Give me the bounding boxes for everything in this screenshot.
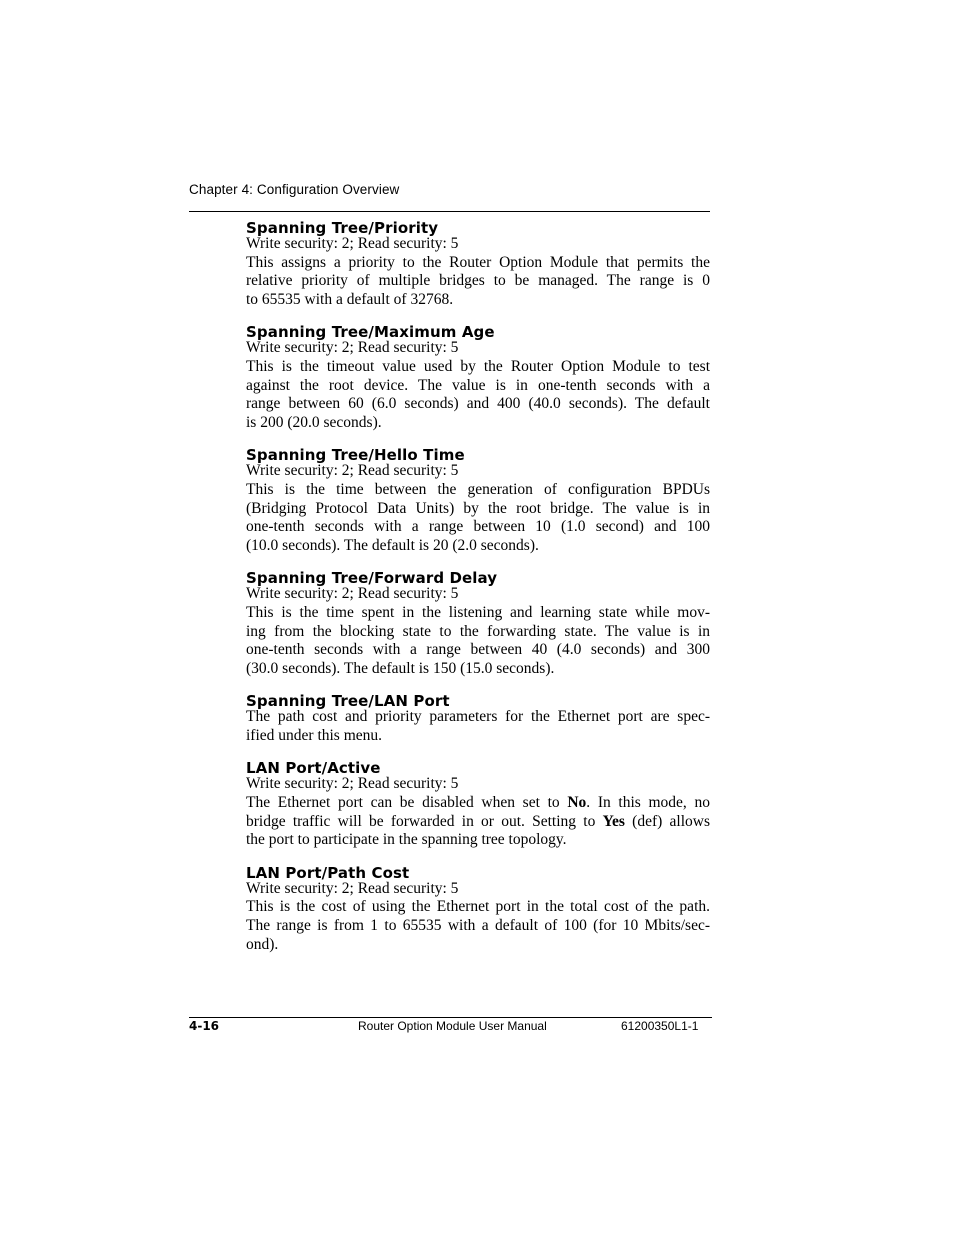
section-description	[246, 254, 710, 310]
description-line: This is the time spent in the listening and learning state while mov-	[246, 603, 710, 621]
text-run: . In this mode, no	[586, 794, 710, 812]
description-line: is 200 (20.0 seconds).	[246, 413, 382, 431]
description-line: ing from the blocking state to the forwarding state. The value is in	[246, 622, 710, 640]
document-number: 61200350L1-1	[621, 1019, 699, 1033]
description-line: (10.0 seconds). The default is 20 (2.0 seconds).	[246, 536, 539, 554]
section-description	[246, 604, 710, 678]
section-description	[246, 794, 710, 850]
running-header: Chapter 4: Configuration Overview	[189, 182, 400, 197]
description-line	[246, 813, 710, 832]
description-line: to 65535 with a default of 32768.	[246, 290, 454, 308]
security-levels: Write security: 2; Read security: 5	[246, 879, 459, 897]
section-title: Spanning Tree/Priority	[246, 219, 439, 237]
section-title: Spanning Tree/Hello Time	[246, 446, 465, 465]
description-line: (30.0 seconds). The default is 150 (15.0 seconds).	[246, 659, 555, 677]
description-line: relative priority of multiple bridges to be managed. The range is 0	[246, 272, 710, 290]
security-levels: Write security: 2; Read security: 5	[246, 462, 459, 480]
description-line: one-tenth seconds with a range between 10 (1.0 second) and 100	[246, 518, 710, 536]
text-run: The Ethernet port can be disabled when set to	[246, 794, 568, 812]
page-number: 4-16	[189, 1019, 220, 1033]
page-content	[246, 219, 710, 968]
section-spanning-tree-maximum-age	[246, 323, 710, 432]
option-value-no: No	[567, 794, 587, 812]
section-description	[246, 708, 710, 745]
section-lan-port-active	[246, 759, 710, 849]
manual-title: Router Option Module User Manual	[358, 1019, 547, 1033]
section-description	[246, 358, 710, 432]
description-line: ond).	[246, 935, 279, 953]
section-spanning-tree-hello-time	[246, 446, 710, 555]
description-line: This is the cost of using the Ethernet port in the total cost of the path.	[246, 898, 710, 916]
text-run: bridge traffic will be forwarded in or out. Setting to	[246, 812, 603, 830]
description-line: The range is from 1 to 65535 with a default of 100 (for 10 Mbits/sec-	[246, 917, 710, 935]
security-levels: Write security: 2; Read security: 5	[246, 585, 459, 603]
description-line: This is the time between the generation of configuration BPDUs	[246, 480, 710, 498]
section-title: Spanning Tree/Forward Delay	[246, 569, 498, 588]
header-rule	[189, 211, 710, 212]
text-run: the port to participate in the spanning tree topology.	[246, 831, 567, 849]
description-line: This assigns a priority to the Router Option Module that permits the	[246, 253, 710, 271]
description-line: ified under this menu.	[246, 726, 383, 744]
description-line	[246, 794, 710, 813]
text-run: (def) allows	[624, 812, 710, 830]
section-title: LAN Port/Path Cost	[246, 863, 410, 882]
description-line: one-tenth seconds with a range between 40 (4.0 seconds) and 300	[246, 641, 710, 659]
section-lan-port-path-cost	[246, 864, 710, 954]
section-spanning-tree-lan-port	[246, 692, 710, 745]
description-line: The path cost and priority parameters for the Ethernet port are spec-	[246, 708, 710, 726]
description-line: range between 60 (6.0 seconds) and 400 (40.0 seconds). The default	[246, 395, 710, 413]
section-spanning-tree-priority	[246, 219, 710, 309]
section-description	[246, 481, 710, 555]
section-description	[246, 898, 710, 954]
security-levels: Write security: 2; Read security: 5	[246, 339, 459, 357]
section-title: Spanning Tree/LAN Port	[246, 692, 450, 711]
description-line: This is the timeout value used by the Router Option Module to test	[246, 357, 710, 375]
section-title: LAN Port/Active	[246, 759, 381, 778]
option-value-yes: Yes	[602, 812, 625, 830]
security-levels: Write security: 2; Read security: 5	[246, 235, 459, 252]
description-line: (Bridging Protocol Data Units) by the root bridge. The value is in	[246, 499, 710, 517]
section-spanning-tree-forward-delay	[246, 569, 710, 678]
security-levels: Write security: 2; Read security: 5	[246, 775, 459, 793]
footer-rule	[189, 1017, 712, 1018]
section-title: Spanning Tree/Maximum Age	[246, 323, 495, 342]
description-line: against the root device. The value is in one-tenth seconds with a	[246, 376, 710, 394]
description-line	[246, 831, 710, 850]
